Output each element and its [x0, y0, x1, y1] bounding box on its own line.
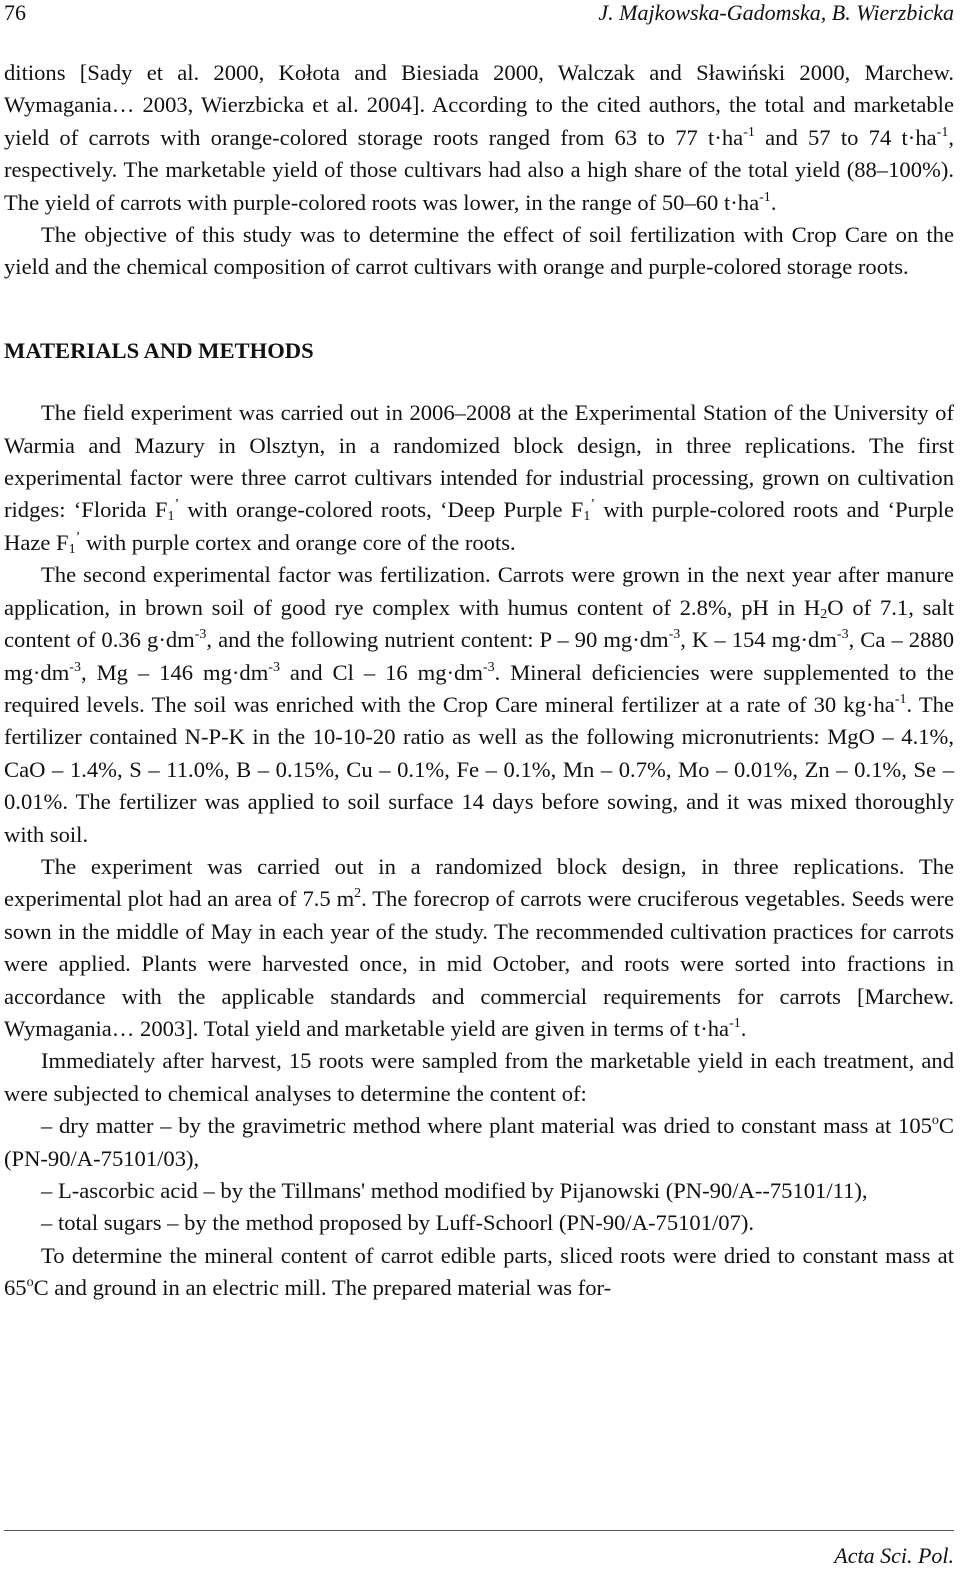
text-run: O of 7.1, salt content of 0.36 g·dm [4, 594, 954, 653]
superscript: -3 [69, 659, 81, 675]
list-item-total-sugars: – total sugars – by the method proposed by Luff-Schoorl (PN-90/A-75101/07). [41, 1210, 755, 1236]
text-run: , Ca – 2880 mg·dm [4, 627, 954, 685]
superscript: ’ [590, 497, 596, 513]
text-run: The second experimental factor was fertilization. Carrots were grown in the next year after manure application, in brown soil of good rye complex with humus content of 2.8%, pH in H [4, 562, 954, 620]
superscript: o [931, 1113, 939, 1129]
text-run: and Cl – 16 mg·dm [279, 659, 483, 685]
superscript: -1 [743, 124, 755, 140]
superscript: -3 [482, 659, 495, 675]
text-run: – dry matter – by the gravimetric method where plant material was dried to constant mass at 105 [41, 1113, 932, 1139]
subscript: 1 [167, 509, 175, 525]
section-heading: MATERIALS AND METHODS [4, 337, 314, 363]
superscript: o [26, 1275, 34, 1291]
text-run: with purple cortex and orange core of the roots. [80, 529, 516, 555]
text-run: , and the following nutrient content: P – 90 mg·dm [206, 627, 669, 653]
paragraph-fertilization [4, 559, 954, 851]
text-run: C and ground in an electric mill. The prepared material was for- [33, 1275, 612, 1301]
superscript: -3 [268, 659, 280, 675]
text-run: , K – 154 mg·dm [680, 627, 837, 653]
text-run: . [770, 189, 777, 215]
text-run: and 57 to 74 t·ha [754, 124, 937, 150]
footer-rule [4, 1530, 954, 1531]
subscript: 1 [68, 541, 76, 557]
body-text [4, 57, 954, 1305]
superscript: -3 [194, 627, 207, 643]
running-head: J. Majkowska-Gadomska, B. Wierzbicka [598, 0, 954, 25]
subscript: 2 [820, 606, 828, 622]
superscript: -1 [894, 691, 907, 707]
superscript: -1 [729, 1015, 741, 1031]
text-run: The field experiment was carried out in 2006–2008 at the Experimental Station of the University of Warmia and Mazury in Olsztyn, in a randomized block design, in three replications. The first experimental factor were three carrot cultivars intended for industrial processing, grown on cultivation ridges: ‘Florida F [4, 400, 954, 523]
text-run: with orange-colored roots, ‘Deep Purple F [179, 497, 584, 523]
text-run: ditions [Sady et al. 2000, Kołota and Biesiada 2000, Walczak and Sławiński 2000, Marchew. Wymagania… 2003, Wierzbicka et al. 2004]. According to the cited authors, the total and marketable yield of carrots with orange-colored storage roots ranged from 63 to 77 t·ha [4, 60, 954, 150]
text-run: . The forecrop of carrots were cruciferous vegetables. Seeds were sown in the middle of May in each year of the study. The recommended cultivation practices for carrots were applied. Plants were harvested once, in mid October, and roots were sorted into fractions in accordance with the applicable standards and commercial requirements for carrots [Marchew. Wymagania… 2003]. Total yield and marketable yield are given in terms of t·ha [4, 886, 954, 1041]
text-run: To determine the mineral content of carrot edible parts, sliced roots were dried to constant mass at 65 [4, 1242, 954, 1301]
page-header [4, 0, 954, 26]
text-run: C (PN-90/A-75101/03), [4, 1113, 954, 1171]
paragraph-design [4, 851, 954, 1045]
page-number: 76 [4, 0, 26, 25]
text-run: , respectively. The marketable yield of those cultivars had also a high share of the total yield (88–100%). The yield of carrots with purple-colored roots was lower, in the range of 50–60 t·ha [4, 124, 954, 215]
paragraph-experiment [4, 397, 954, 559]
superscript: 2 [354, 886, 362, 902]
superscript: -1 [936, 124, 949, 140]
text-run: . [740, 1015, 747, 1041]
superscript: -3 [836, 627, 849, 643]
superscript: -3 [668, 627, 681, 643]
superscript: -1 [759, 189, 771, 205]
text-run: with purple-colored roots and ‘Purple Haze F [4, 497, 954, 555]
superscript: ’ [75, 529, 81, 545]
subscript: 1 [583, 509, 591, 525]
text-run: . The fertilizer contained N-P-K in the 10-10-20 ratio as well as the following micronutrients: MgO – 4.1%, CaO – 1.4%, S – 11.0%, B – 0.15%, Cu – 0.1%, Fe – 0.1%, Mn – 0.7%, Mo – 0.01%, Zn – 0.1%, Se – 0.01%. The fertilizer was applied to soil surface 14 days before sowing, and it was mixed thoroughly with soil. [4, 691, 954, 847]
paragraph-mineral [4, 1240, 954, 1305]
paragraph-continued [4, 57, 954, 219]
text-run: The experiment was carried out in a randomized block design, in three replications. The experimental plot had an area of 7.5 m [4, 853, 954, 912]
paragraph-objective: The objective of this study was to determine the effect of soil fertilization with Crop Care on the yield and the chemical composition of carrot cultivars with orange and purple-colored storage roots. [4, 222, 954, 280]
text-run: . Mineral deficiencies were supplemented to the required levels. The soil was enriched with the Crop Care mineral fertilizer at a rate of 30 kg·ha [4, 659, 954, 717]
list-item-dry-matter [4, 1110, 954, 1175]
text-run: , Mg – 146 mg·dm [80, 659, 269, 685]
paragraph-analyses: Immediately after harvest, 15 roots were sampled from the marketable yield in each treatment, and were subjected to chemical analyses to determine the content of: [4, 1048, 954, 1106]
list-item-ascorbic-acid: – L-ascorbic acid – by the Tillmans' method modified by Pijanowski (PN-90/A--75101/11), [41, 1178, 868, 1203]
superscript: ’ [174, 497, 180, 513]
journal-footer: Acta Sci. Pol. [834, 1543, 954, 1568]
